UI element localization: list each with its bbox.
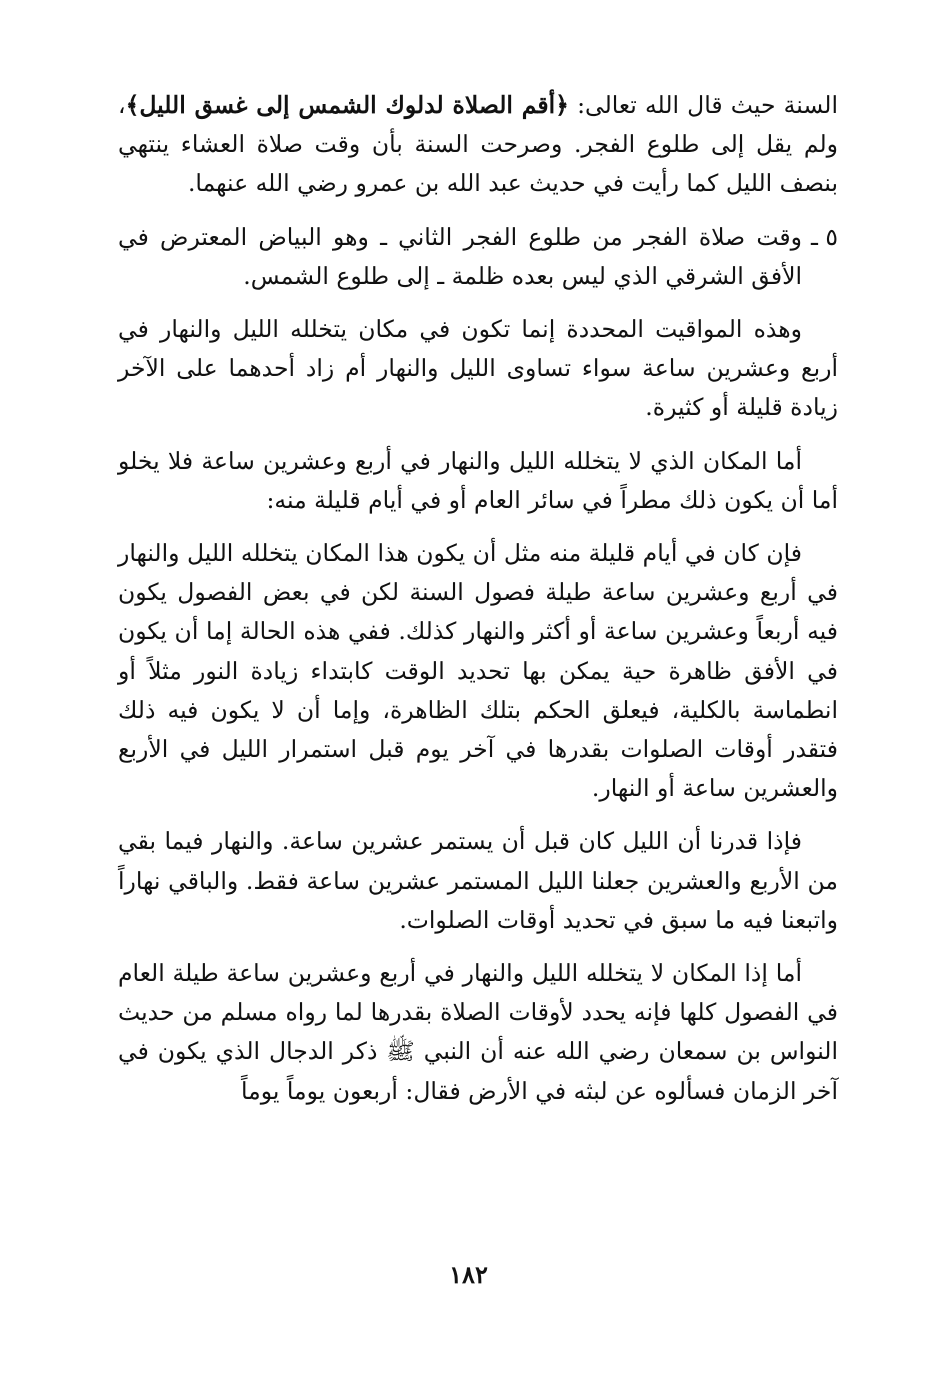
paragraph-quran-verse bbox=[118, 86, 838, 204]
paragraph-text-before: السنة حيث قال الله تعالى: bbox=[577, 91, 838, 119]
list-item-number: ٥ ـ bbox=[811, 222, 838, 251]
quran-verse: ﴿أقم الصلاة لدلوك الشمس إلى غسق الليل﴾ bbox=[125, 91, 569, 119]
page-number: ١٨٢ bbox=[449, 1260, 488, 1289]
paragraph-prayer-times-scope: وهذه المواقيت المحددة إنما تكون في مكان يتخلله الليل والنهار في أربع وعشرين ساعة سواء تساوى الليل والنهار أم زاد أحدهما على الآخر زيادة قليلة أو كثيرة. bbox=[118, 315, 838, 422]
list-item-text: وقت صلاة الفجر من طلوع الفجر الثاني ـ وهو البياض المعترض في الأفق الشرقي الذي ليس بعده ظلمة ـ إلى طلوع الشمس. bbox=[118, 222, 802, 290]
page-body bbox=[118, 86, 838, 1125]
paragraph-estimation-example: فإذا قدرنا أن الليل كان قبل أن يستمر عشرين ساعة. والنهار فيما بقي من الأربع والعشرين جعلنا الليل المستمر عشرين ساعة فقط. والباقي نهاراً واتبعنا فيه ما سبق في تحديد أوقات الصلوات. bbox=[118, 827, 838, 934]
paragraph-text-after: ، ولم يقل إلى طلوع الفجر. وصرحت السنة بأن وقت صلاة العشاء ينتهي بنصف الليل كما رأيت في حديث عبد الله بن عمرو رضي الله عنهما. bbox=[118, 91, 838, 198]
list-item-fajr bbox=[118, 218, 838, 296]
paragraph-whole-year-case: أما إذا المكان لا يتخلله الليل والنهار في أربع وعشرين ساعة طيلة العام في الفصول كلها فإنه يحدد لأوقات الصلاة بقدرها لما رواه مسلم من حديث النواس بن سمعان رضي الله عنه أن النبي ﷺ ذكر الدجال الذي يكون في آخر الزمان فسألوه عن لبثه في الأرض فقال: أربعون يوماً يوماً bbox=[118, 959, 838, 1105]
paragraph-few-days-case: فإن كان في أيام قليلة منه مثل أن يكون هذا المكان يتخلله الليل والنهار في أربع وعشرين ساعة طيلة فصول السنة لكن في بعض الفصول يكون فيه أربعاً وعشرين ساعة أو أكثر والنهار كذلك. ففي هذه الحالة إما أن يكون في الأفق ظاهرة حية يمكن بها تحديد الوقت كابتداء زيادة النور مثلاً أو انطماسة بالكلية، فيعلق الحكم بتلك الظاهرة، وإما أن لا يكون فيه ذلك فتقدر أوقات الصلوات بقدرها في آخر يوم قبل استمرار الليل في الأربع والعشرين ساعة أو النهار. bbox=[118, 539, 838, 803]
paragraph-place-without-day-night: أما المكان الذي لا يتخلله الليل والنهار في أربع وعشرين ساعة فلا يخلو أما أن يكون ذلك مطراً في سائر العام أو في أيام قليلة منه: bbox=[118, 446, 838, 514]
